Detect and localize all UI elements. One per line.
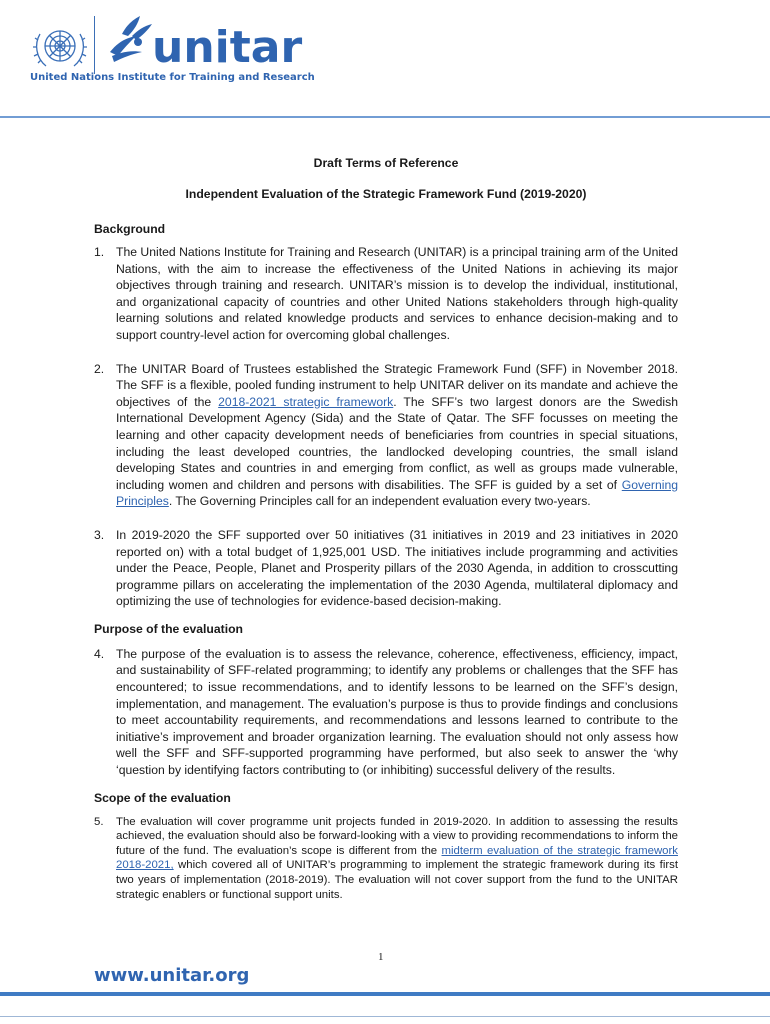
paragraph-text: In 2019-2020 the SFF supported over 50 initiatives (31 initiatives in 2019 and 23 initiatives in 2020 reported on) with a total budget of 1,925,001 USD. The initiatives include programming and activities under the Peace, People, Planet and Prosperity pillars of the 2030 Agenda, in addition to crosscutting programme pillars on accelerating the implementation of the 2030 Agenda, multilateral diplomacy and optimizing the use of technologies for evidence-based decision-making. [116,527,678,609]
footer-divider [0,992,770,996]
paragraph-number: 3. [94,527,105,542]
paragraph-text: The United Nations Institute for Training and Research (UNITAR) is a principal training arm of the United Nations, with the aim to increase the effectiveness of the United Nations in achieving its major objectives through training and research. UNITAR’s mission is to develop the individual, institutional, and organizational capacity of countries and other United Nations stakeholders through high-quality learning solutions and related knowledge products and services to enhance decision-making and to support country-level action for overcoming global challenges. [116,245,678,342]
paragraph-text: . The SFF’s two largest donors are the Swedish International Development Agency (Sida) and the State of Qatar. The SFF focusses on meeting the learning and other capacity development needs of beneficiaries from countries in special situations, including the least developed countries, the landlocked developing countries, the small island developing States and countries in and emerging from conflict, as well as groups made vulnerable, including women and children and persons with disabilities. The SFF is guided by a set of [116,394,678,492]
header-divider [0,116,770,118]
paragraph-text: . The Governing Principles call for an independent evaluation every two-years. [168,494,591,509]
strategic-framework-link[interactable]: 2018-2021 strategic framework [218,394,394,409]
unitar-logo-text: unitar [152,22,303,73]
heading-scope: Scope of the evaluation [94,790,231,805]
document-body [94,156,678,919]
institute-name: United Nations Institute for Training and Research [30,72,315,83]
page-number: 1 [378,951,384,963]
paragraph-1 [94,244,678,344]
governing-principles-link[interactable]: Governing Principles [116,477,678,509]
paragraph-number: 2. [94,361,105,376]
footer-website[interactable]: www.unitar.org [94,965,250,986]
paragraph-3 [94,527,678,610]
paragraph-4 [94,646,678,779]
paragraph-number: 5. [94,815,104,828]
logo-divider [94,16,95,74]
paragraph-number: 4. [94,646,105,661]
paragraph-text: which covered all of UNITAR’s programming to implement the strategic framework during its first two years of implementation (2018-2019). The evaluation will not cover support from the fund to the UNITAR strategic enablers or functional support units. [116,859,678,901]
unitar-bird-icon [98,12,158,72]
document-subtitle: Independent Evaluation of the Strategic Framework Fund (2019-2020) [185,187,587,201]
paragraph-number: 1. [94,245,105,259]
paragraph-text: The purpose of the evaluation is to assess the relevance, coherence, effectiveness, efficiency, impact, and sustainability of SFF-related programming; to identify any problems or challenges that the SFF has encountered; to issue recommendations, and to identify lessons to be learned on the SFF’s design, implementation, and management. The evaluation’s purpose is thus to provide findings and conclusions to meet accountability requirements, and recommendations and lessons learned to contribute to the initiative’s improvement and broader organization learning. The evaluation should not only assess how well the SFF and SFF-supported programming have performed, but also seek to answer the ‘why ‘question by identifying factors contributing to (or inhibiting) successful delivery of the results. [116,646,678,778]
paragraph-5 [94,815,678,903]
page-header [0,0,770,120]
paragraph-text: The UNITAR Board of Trustees established the Strategic Framework Fund (SFF) in November 2018. The SFF is a flexible, pooled funding instrument to help UNITAR deliver on its mandate and achieve the objectives of the [116,361,678,409]
document-title: Draft Terms of Reference [313,156,459,170]
heading-background: Background [94,222,166,236]
footer-divider-thin [0,1016,770,1017]
midterm-evaluation-link[interactable]: midterm evaluation of the strategic framework 2018-2021, [116,844,678,872]
un-emblem-icon [30,20,90,76]
paragraph-text: The evaluation will cover programme unit projects funded in 2019-2020. In addition to assessing the results achieved, the evaluation should also be forward-looking with a view to providing recommendations to inform the future of the fund. The evaluation’s scope is different from the [116,815,678,857]
paragraph-2 [94,361,678,510]
heading-purpose: Purpose of the evaluation [94,621,243,636]
